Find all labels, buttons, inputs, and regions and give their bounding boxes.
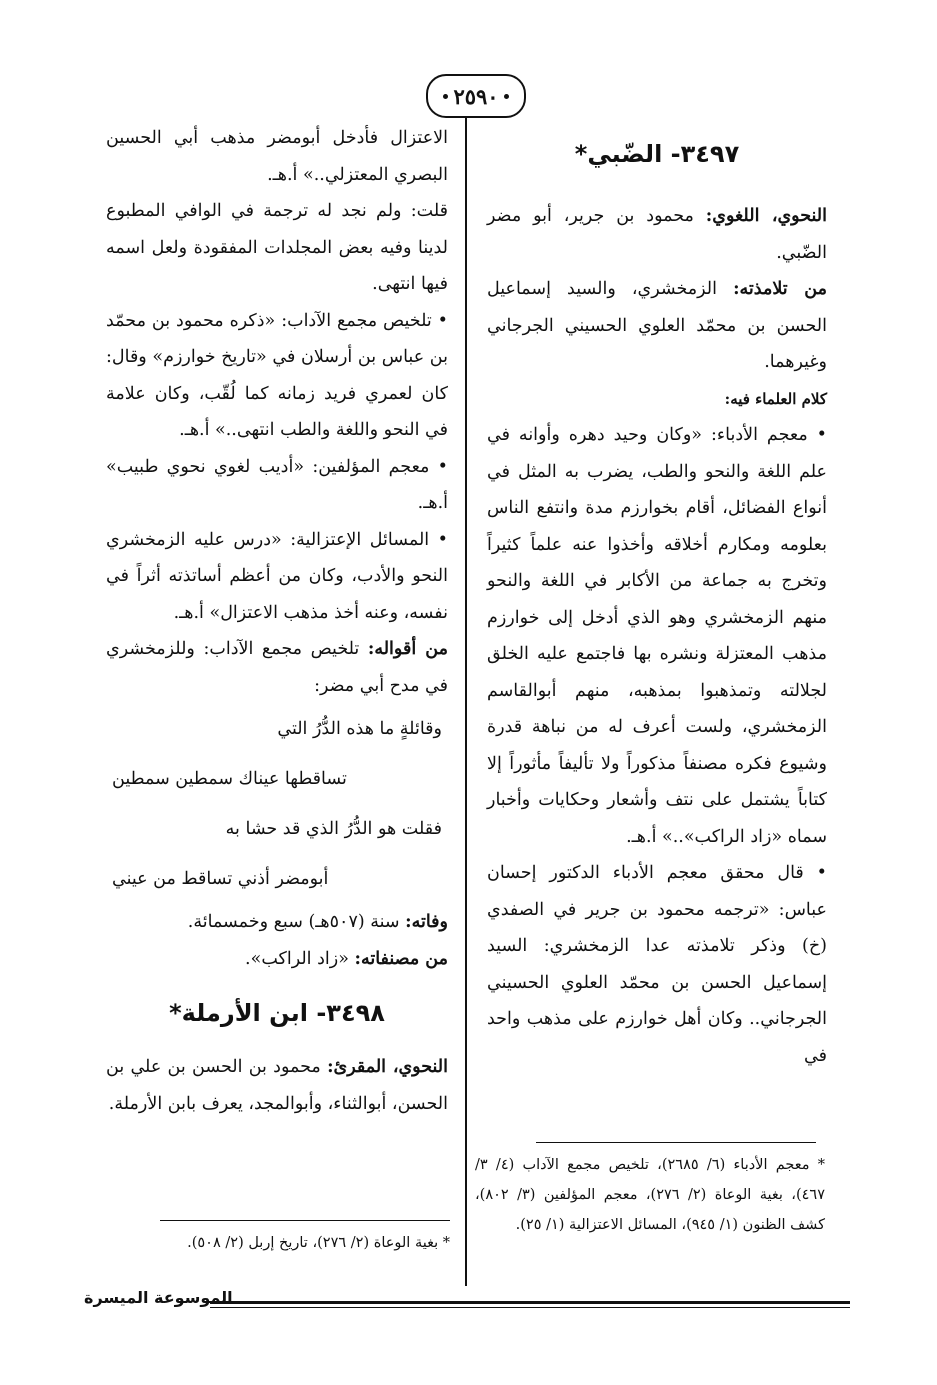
- paragraph: الاعتزال فأدخل أبومضر مذهب أبي الحسين البصري المعتزلي..» أ.هـ.: [106, 128, 448, 185]
- page-number-badge: [426, 74, 526, 118]
- footnote-rule: [536, 1142, 816, 1143]
- entry-title-3498: ٣٤٩٨- ابن الأرملة*: [169, 999, 385, 1027]
- section-heading: كلام العلماء فيه:: [724, 389, 827, 408]
- poem-verse: [106, 804, 448, 854]
- hemistich: وقائلةٍ ما هذه الدُّرُ التي: [277, 719, 442, 739]
- footer-title: الموسوعة الميسرة: [84, 1288, 233, 1307]
- label-reciter: النحوي، المقرئ:: [327, 1057, 448, 1077]
- footnote-left: * بغية الوعاة (٢/ ٢٧٦)، تاريخ إربل (٢/ ٥٠٨).: [187, 1235, 450, 1251]
- paragraph-text: محمود بن الحسن بن علي بن الحسن، أبوالثناء، وأبوالمجد، يعرف بابن الأرملة.: [106, 1057, 448, 1114]
- right-column: [487, 120, 827, 1074]
- footer-rule: [210, 1301, 850, 1304]
- footer-rule: [210, 1307, 850, 1308]
- column-divider: [465, 118, 467, 1286]
- ornament-dot: [443, 94, 448, 99]
- hemistich: فقلت هو الدُّرُ الذي قد حشا به: [225, 819, 442, 839]
- page-number: ٢٥٩٠: [453, 83, 499, 109]
- footnote-rule: [160, 1220, 450, 1221]
- label-sayings: من أقواله:: [367, 639, 448, 659]
- label-students: من تلامذته:: [733, 279, 827, 299]
- paragraph: [106, 941, 448, 978]
- paragraph: [487, 198, 827, 271]
- paragraph-text: تلخيص مجمع الآداب: وللزمخشري في مدح أبي مضر:: [106, 639, 448, 696]
- paragraph-text: سنة (٥٠٧هـ) سبع وخمسمائة.: [187, 912, 406, 932]
- paragraph-text: الزمخشري، والسيد إسماعيل الحسن بن محمّد العلوي الحسيني الجرجاني وغيرهما.: [487, 279, 827, 372]
- paragraph: [106, 631, 448, 704]
- footnote-right: * معجم الأدباء (٦/ ٢٦٨٥)، تلخيص مجمع الآداب (٤/ ٣/ ٤٦٧)، بغية الوعاة (٢/ ٢٧٦)، معجم المؤلفين (٣/ ٨٠٢)، كشف الظنون (١/ ٩٤٥)، المسائل الاعتزالية (١/ ٢٥).: [475, 1157, 825, 1233]
- hemistich: أبومضر أذني تساقط من عيني: [112, 869, 329, 889]
- poem-verse: [106, 754, 448, 804]
- ornament-dot: [504, 94, 509, 99]
- paragraph: • قال محقق معجم الأدباء الدكتور إحسان عباس: «ترجمه محمود بن جرير في الصفدي (خ) وذكر تلامذته عدا الزمخشري: السيد إسماعيل الحسن بن محمّد العلوي الحسيني الجرجاني.. وكان أهل خوارزم على مذهب واحد في: [487, 863, 827, 1066]
- label-works: من مصنفاته:: [354, 948, 448, 969]
- paragraph: [106, 1049, 448, 1122]
- poem-verse: [106, 854, 448, 904]
- left-column: [106, 120, 448, 1122]
- paragraph-text: محمود بن جرير، أبو مضر الضّبي.: [487, 206, 827, 263]
- paragraph: • المسائل الإعتزالية: «درس عليه الزمخشري النحو والأدب، وكان من أعظم أساتذته أثراً في نفسه، وعنه أخذ مذهب الاعتزال» أ.هـ.: [106, 529, 448, 623]
- paragraph-text: «زاد الراكب».: [245, 948, 355, 969]
- hemistich: تساقطها عيناك سمطين سمطين: [112, 769, 347, 789]
- paragraph: [106, 904, 448, 941]
- paragraph: • معجم المؤلفين: «أديب لغوي نحوي طبيب» أ.هـ.: [106, 456, 448, 513]
- poem-verse: [106, 704, 448, 754]
- label-death: وفاته:: [405, 912, 448, 932]
- entry-title-3497: ٣٤٩٧- الضّبي*: [574, 140, 740, 168]
- paragraph: • تلخيص مجمع الآداب: «ذكره محمود بن محمّد بن عباس بن أرسلان في «تاريخ خوارزم» وقال: كان لعمري فريد زمانه كما لُقّب، وكان علامة في النحو واللغة والطب انتهى..» أ.هـ.: [106, 310, 448, 440]
- paragraph: قلت: ولم نجد له ترجمة في الوافي المطبوع لدينا وفيه بعض المجلدات المفقودة ولعل اسمه فيها انتهى.: [106, 201, 448, 294]
- label-grammarian: النحوي، اللغوي:: [705, 206, 827, 226]
- paragraph: [487, 271, 827, 381]
- paragraph: • معجم الأدباء: «وكان وحيد دهره وأوانه في علم اللغة والنحو والطب، يضرب به المثل في أنواع الفضائل، أقام بخوارزم مدة وانتفع الناس بعلومه ومكارم أخلاقه وأخذوا عنه علماً كثيراً وتخرج به جماعة من الأكابر في اللغة والنحو منهم الزمخشري وهو الذي أدخل إلى خوارزم مذهب المعتزلة ونشره بها فاجتمع عليه الخلق لجلالته وتمذهبوا بمذهبه، منهم أبوالقاسم الزمخشري، ولست أعرف له من نباهة قدرة وشيوع فكره مصنفاً مذكوراً ولا تأليفاً مأثوراً إلا كتاباً يشتمل على نتف وأشعار وحكايات وأخبار سماه «زاد الراكب»..» أ.هـ.: [487, 425, 827, 847]
